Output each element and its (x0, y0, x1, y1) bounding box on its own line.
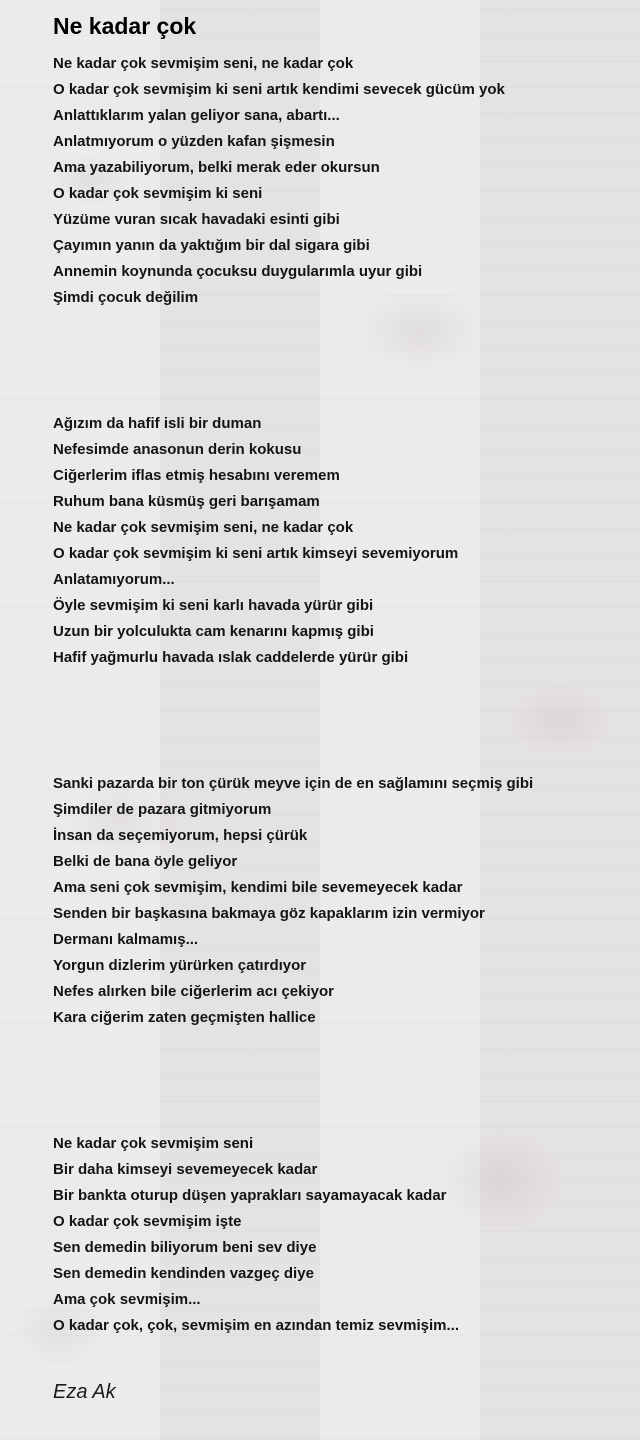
poem-line: Çayımın yanın da yaktığım bir dal sigara gibi (53, 237, 370, 254)
poem-line: Ama yazabiliyorum, belki merak eder okursun (53, 159, 380, 176)
poem-line: Anlatamıyorum... (53, 571, 175, 588)
poem-line: O kadar çok sevmişim ki seni artık kimseyi sevemiyorum (53, 545, 459, 562)
poem-line: O kadar çok, çok, sevmişim en azından temiz sevmişim... (53, 1317, 460, 1334)
poem-line: Ruhum bana küsmüş geri barışamam (53, 493, 320, 510)
poem-line: İnsan da seçemiyorum, hepsi çürük (53, 827, 308, 844)
poem-author: Eza Ak (53, 1381, 116, 1403)
stanza-1 (53, 51, 633, 311)
poem-line: O kadar çok sevmişim işte (53, 1213, 242, 1230)
poem-line: Anlatmıyorum o yüzden kafan şişmesin (53, 133, 335, 150)
poem-line: Şimdi çocuk değilim (53, 289, 199, 306)
stanza-3 (53, 771, 633, 1031)
poem-line: Hafif yağmurlu havada ıslak caddelerde yürür gibi (53, 649, 409, 666)
poem-line: O kadar çok sevmişim ki seni (53, 185, 263, 202)
poem-line: Yüzüme vuran sıcak havadaki esinti gibi (53, 211, 340, 228)
stanza-2 (53, 411, 633, 671)
poem-line: Annemin koynunda çocuksu duygularımla uyur gibi (53, 263, 423, 280)
poem-line: Nefesimde anasonun derin kokusu (53, 441, 302, 458)
poem-line: Nefes alırken bile ciğerlerim acı çekiyor (53, 983, 334, 1000)
poem-line: Dermanı kalmamış... (53, 931, 199, 948)
poem-line: Ne kadar çok sevmişim seni, ne kadar çok (53, 519, 354, 536)
poem-line: Ne kadar çok sevmişim seni (53, 1135, 254, 1152)
poem-line: Ama seni çok sevmişim, kendimi bile sevemeyecek kadar (53, 879, 463, 896)
poem-line: O kadar çok sevmişim ki seni artık kendimi sevecek gücüm yok (53, 81, 505, 98)
poem-line: Belki de bana öyle geliyor (53, 853, 238, 870)
poem-line: Kara ciğerim zaten geçmişten hallice (53, 1009, 316, 1026)
poem-line: Sen demedin kendinden vazgeç diye (53, 1265, 314, 1282)
poem-line: Uzun bir yolculukta cam kenarını kapmış gibi (53, 623, 374, 640)
poem-line: Yorgun dizlerim yürürken çatırdıyor (53, 957, 307, 974)
poem-line: Öyle sevmişim ki seni karlı havada yürür gibi (53, 597, 374, 614)
poem-line: Sen demedin biliyorum beni sev diye (53, 1239, 317, 1256)
poem-line: Bir bankta oturup düşen yaprakları sayamayacak kadar (53, 1187, 447, 1204)
poem-line: Sanki pazarda bir ton çürük meyve için de en sağlamını seçmiş gibi (53, 775, 534, 792)
poem-line: Ama çok sevmişim... (53, 1291, 201, 1308)
poem-line: Ağızım da hafif isli bir duman (53, 415, 262, 432)
poem-line: Bir daha kimseyi sevemeyecek kadar (53, 1161, 318, 1178)
poem-line: Anlattıklarım yalan geliyor sana, abartı... (53, 107, 340, 124)
poem-line: Senden bir başkasına bakmaya göz kapaklarım izin vermiyor (53, 905, 485, 922)
poem-line: Şimdiler de pazara gitmiyorum (53, 801, 272, 818)
poem-line: Ne kadar çok sevmişim seni, ne kadar çok (53, 55, 354, 72)
poem-line: Ciğerlerim iflas etmiş hesabını veremem (53, 467, 340, 484)
stanza-4 (53, 1131, 633, 1339)
poem-title: Ne kadar çok (53, 13, 197, 39)
